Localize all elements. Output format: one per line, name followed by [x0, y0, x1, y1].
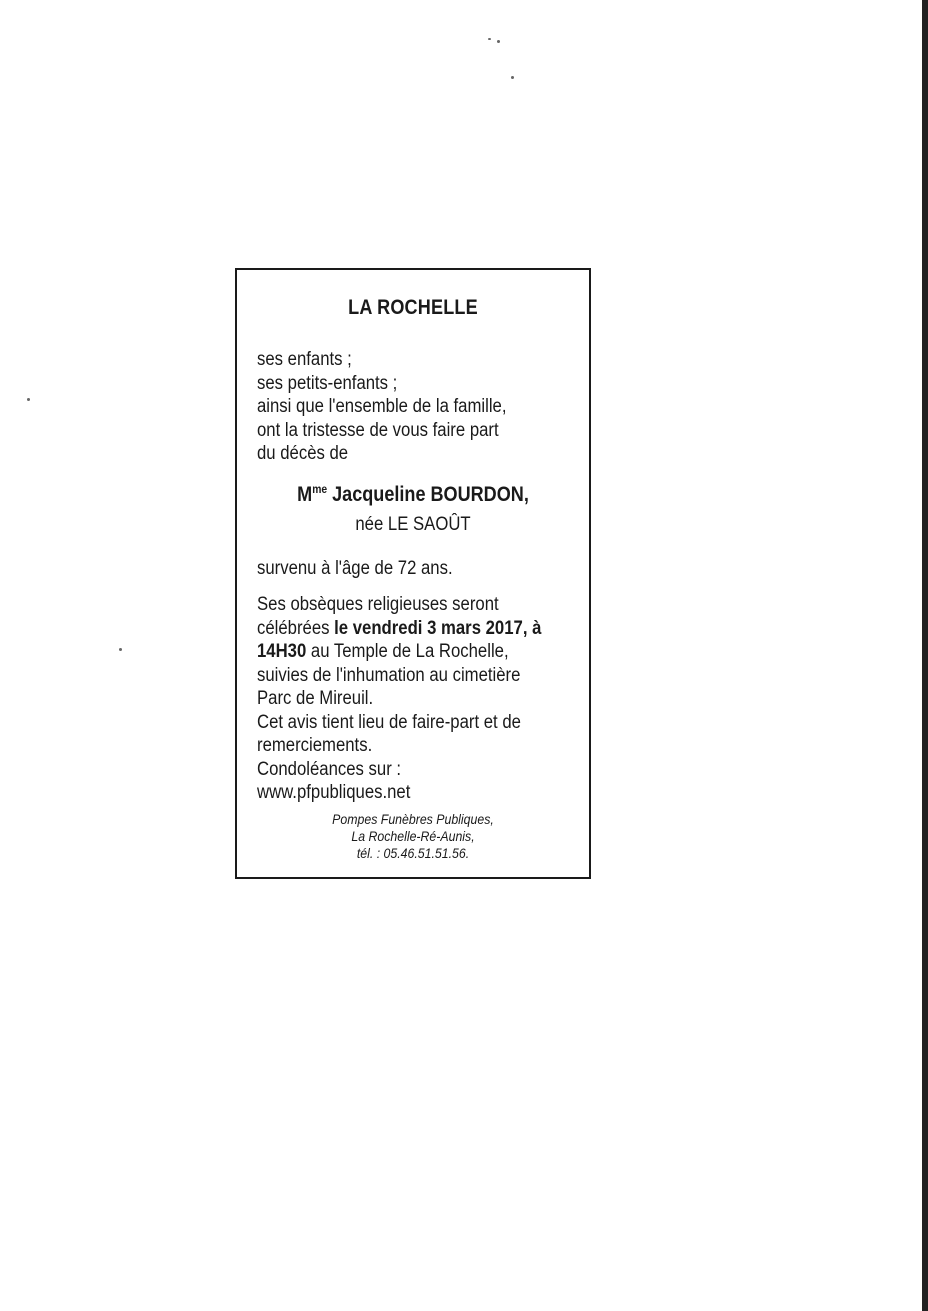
- scan-speck: [497, 40, 500, 43]
- funeral-line: remerciements.: [257, 735, 373, 756]
- condolences-url: www.pfpubliques.net: [257, 782, 411, 803]
- funeral-text: célébrées: [257, 617, 335, 639]
- signature-phone: tél. : 05.46.51.51.56.: [356, 845, 470, 861]
- signature-line: Pompes Funèbres Publiques,: [332, 811, 494, 827]
- scan-border: [922, 0, 928, 1311]
- family-line: ainsi que l'ensemble de la famille,: [257, 396, 507, 417]
- scan-speck: [119, 648, 122, 651]
- funeral-line: suivies de l'inhumation au cimetière: [257, 664, 521, 686]
- funeral-date: le vendredi 3 mars 2017, à: [334, 617, 542, 639]
- scan-speck: [27, 398, 30, 401]
- family-line: ses enfants ;: [257, 349, 352, 370]
- funeral-details: [257, 593, 541, 805]
- family-line: du décès de: [257, 443, 349, 464]
- deceased-name: [262, 482, 565, 507]
- family-line: ses petits-enfants ;: [257, 372, 398, 394]
- age-line: survenu à l'âge de 72 ans.: [257, 558, 453, 579]
- scan-speck: [511, 76, 514, 79]
- funeral-line: Parc de Mireuil.: [257, 688, 374, 709]
- name-full: Jacqueline BOURDON,: [327, 483, 529, 506]
- funeral-line: Ses obsèques religieuses seront: [257, 594, 499, 615]
- funeral-line: Cet avis tient lieu de faire-part et de: [257, 711, 521, 733]
- obituary-notice: [235, 268, 591, 879]
- name-title: M: [297, 483, 313, 506]
- scan-speck: [488, 38, 491, 40]
- notice-place: LA ROCHELLE: [348, 296, 478, 319]
- funeral-line: Condoléances sur :: [257, 758, 402, 780]
- name-title-sup: me: [312, 482, 328, 496]
- funeral-place: au Temple de La Rochelle,: [306, 641, 509, 662]
- funeral-home-signature: [258, 811, 568, 862]
- maiden-name: née LE SAOÛT: [355, 514, 471, 535]
- funeral-line: [257, 617, 541, 641]
- funeral-time: 14H30: [257, 641, 307, 662]
- family-line: ont la tristesse de vous faire part: [257, 419, 499, 441]
- signature-line: La Rochelle-Ré-Aunis,: [351, 828, 475, 844]
- family-announcement: [257, 348, 506, 466]
- funeral-line: [257, 640, 541, 664]
